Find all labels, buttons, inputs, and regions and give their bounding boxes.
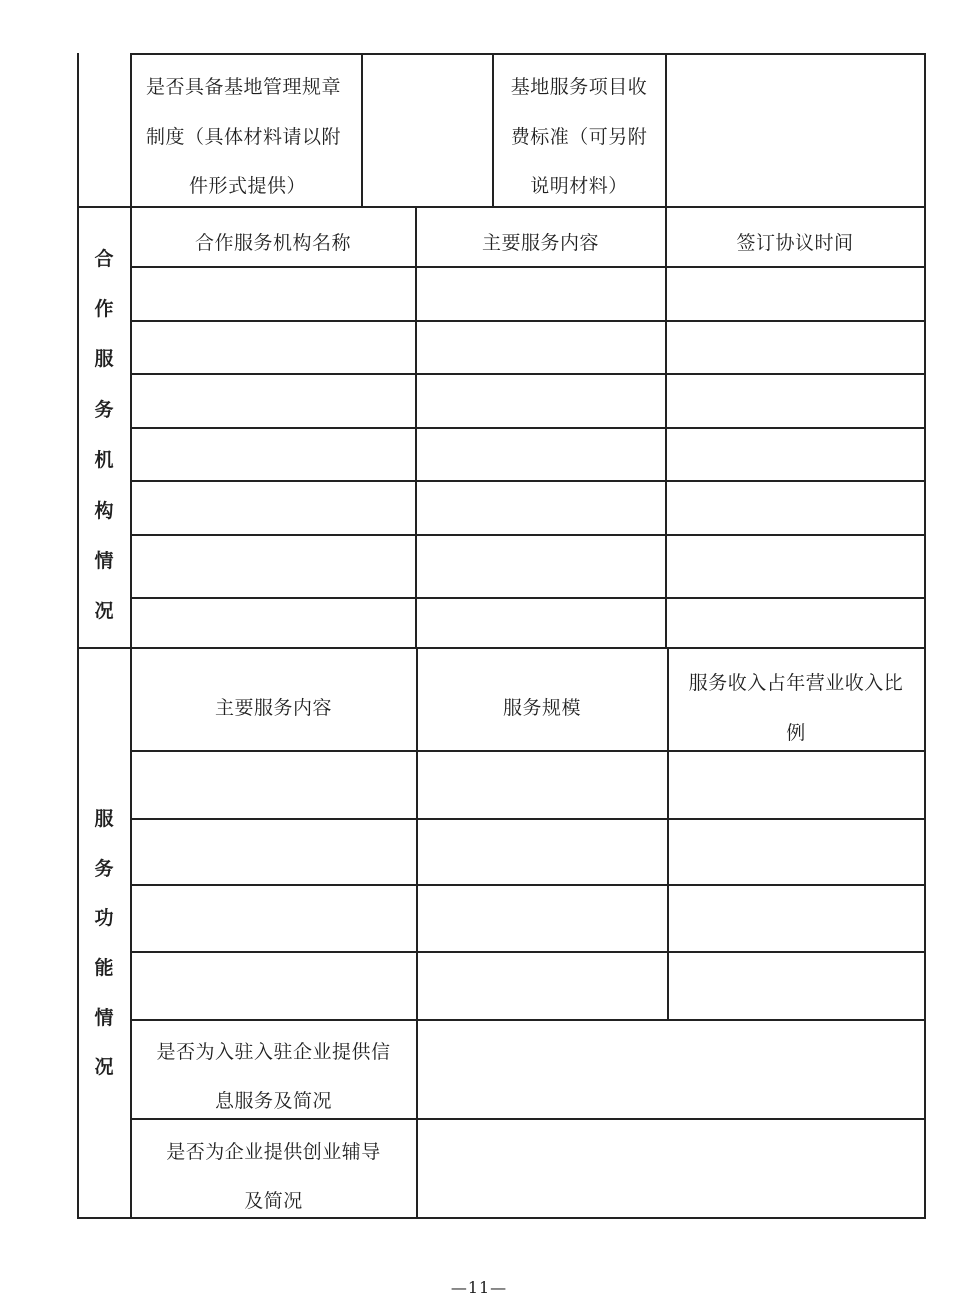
partner-row-3-content[interactable] — [417, 375, 664, 426]
partner-row-5-name[interactable] — [132, 482, 414, 533]
coaching-question-line-2: 及简况 — [244, 1190, 303, 1212]
function-row-4-content[interactable] — [132, 953, 415, 1018]
coaching-question-line-1: 是否为企业提供创业辅导 — [166, 1141, 381, 1163]
partner-row-1-name[interactable] — [132, 268, 414, 319]
partner-header-date: 签订协议时间 — [736, 232, 854, 254]
function-side-char: 情 — [94, 1007, 114, 1029]
function-row-1-scale[interactable] — [418, 752, 666, 817]
function-row-3-content[interactable] — [132, 886, 415, 950]
function-row-4-ratio[interactable] — [669, 953, 923, 1018]
partner-row-4-date[interactable] — [667, 429, 923, 479]
rules-question-line-3: 件形式提供） — [188, 175, 306, 197]
partner-row-6-date[interactable] — [667, 536, 923, 596]
function-side-char: 况 — [94, 1056, 114, 1078]
partner-side-char: 情 — [94, 550, 114, 572]
table-border-right — [924, 53, 926, 1219]
partner-side-char: 作 — [94, 298, 114, 320]
function-row-3-ratio[interactable] — [669, 886, 923, 950]
partner-row-2-content[interactable] — [417, 322, 664, 372]
section-line-2 — [77, 647, 926, 649]
partner-row-7-date[interactable] — [667, 599, 923, 646]
partner-row-5-date[interactable] — [667, 482, 923, 533]
rules-answer-cell[interactable] — [363, 55, 491, 205]
partner-row-4-content[interactable] — [417, 429, 664, 479]
partner-row-7-content[interactable] — [417, 599, 664, 646]
rules-question-line-2: 制度（具体材料请以附 — [146, 126, 342, 148]
function-header-ratio-line-1: 服务收入占年营业收入比 — [688, 672, 904, 694]
partner-side-char: 机 — [94, 449, 114, 471]
function-header-content: 主要服务内容 — [214, 697, 332, 719]
partner-row-3-name[interactable] — [132, 375, 414, 426]
info-service-answer-cell[interactable] — [418, 1021, 923, 1117]
fee-answer-cell[interactable] — [667, 55, 923, 205]
partner-side-char: 务 — [94, 399, 114, 421]
function-row-3-scale[interactable] — [418, 886, 666, 950]
partner-row-4-name[interactable] — [132, 429, 414, 479]
function-header-scale: 服务规模 — [502, 697, 581, 719]
function-side-char: 能 — [94, 957, 114, 979]
partner-row-1-date[interactable] — [667, 268, 923, 319]
function-row-2-scale[interactable] — [418, 820, 666, 883]
partner-side-char: 服 — [94, 348, 114, 370]
partner-row-7-name[interactable] — [132, 599, 414, 646]
fee-question-line-1: 基地服务项目收 — [510, 76, 648, 98]
info-service-question-line-1: 是否为入驻入驻企业提供信 — [156, 1041, 391, 1063]
fee-question-line-3: 说明材料） — [530, 175, 628, 197]
function-side-char: 功 — [94, 907, 114, 929]
function-row-1-ratio[interactable] — [669, 752, 923, 817]
partner-side-char: 合 — [94, 248, 114, 270]
partner-header-content: 主要服务内容 — [481, 232, 599, 254]
function-row-4-scale[interactable] — [418, 953, 666, 1018]
partner-row-6-content[interactable] — [417, 536, 664, 596]
function-header-ratio-line-2: 例 — [786, 722, 806, 744]
function-row-2-ratio[interactable] — [669, 820, 923, 883]
partner-row-3-date[interactable] — [667, 375, 923, 426]
partner-row-2-date[interactable] — [667, 322, 923, 372]
info-service-question-line-2: 息服务及简况 — [214, 1090, 332, 1112]
page-number: —11— — [450, 1278, 508, 1297]
coaching-answer-cell[interactable] — [418, 1120, 923, 1216]
rules-question-line-1: 是否具备基地管理规章 — [146, 76, 342, 98]
partner-row-2-name[interactable] — [132, 322, 414, 372]
partner-side-char: 构 — [94, 500, 114, 522]
partner-side-char: 况 — [94, 600, 114, 622]
partner-header-name: 合作服务机构名称 — [194, 232, 351, 254]
partner-row-1-content[interactable] — [417, 268, 664, 319]
function-side-char: 服 — [94, 808, 114, 830]
fee-question-line-2: 费标准（可另附 — [510, 126, 648, 148]
function-row-2-content[interactable] — [132, 820, 415, 883]
function-side-char: 务 — [94, 858, 114, 880]
partner-row-5-content[interactable] — [417, 482, 664, 533]
function-row-1-content[interactable] — [132, 752, 415, 817]
partner-row-6-name[interactable] — [132, 536, 414, 596]
